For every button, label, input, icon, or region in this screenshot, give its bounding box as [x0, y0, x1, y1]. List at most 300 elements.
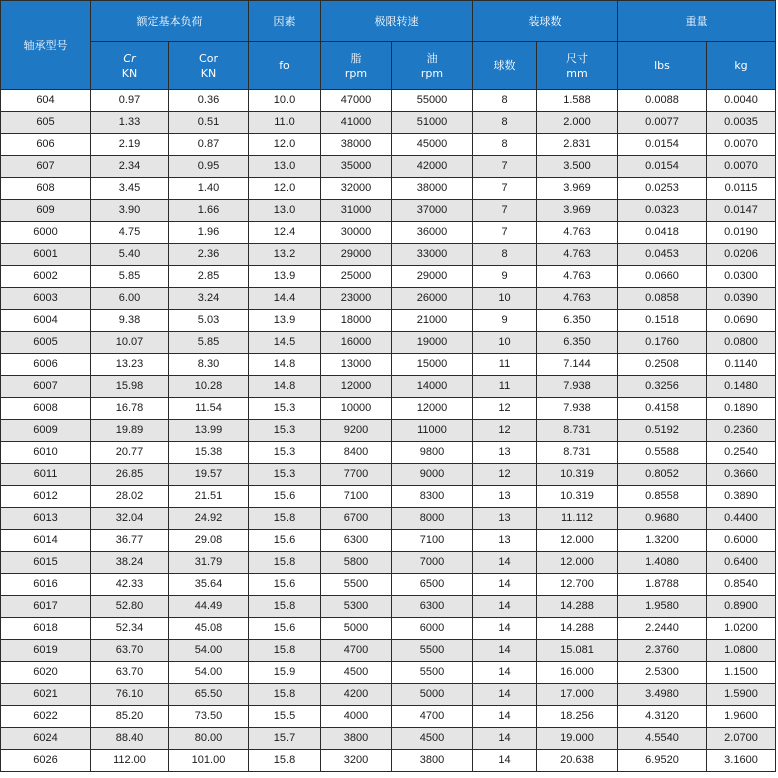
header-oil — [392, 42, 473, 90]
table-row — [1, 266, 776, 288]
cell-cor: 0.95 — [169, 156, 249, 178]
cell-model: 605 — [1, 112, 91, 134]
cell-weight-kg: 0.8900 — [707, 596, 776, 618]
cell-cr: 63.70 — [91, 662, 169, 684]
cell-fo: 15.8 — [249, 684, 321, 706]
cell-weight-kg: 0.1480 — [707, 376, 776, 398]
header-size-unit: mm — [566, 66, 588, 80]
header-lbs: lbs — [618, 42, 707, 90]
cell-ball-count: 14 — [473, 728, 537, 750]
cell-cr: 38.24 — [91, 552, 169, 574]
table-row — [1, 420, 776, 442]
cell-cr: 16.78 — [91, 398, 169, 420]
cell-grease-rpm: 29000 — [321, 244, 392, 266]
cell-grease-rpm: 32000 — [321, 178, 392, 200]
cell-cor: 35.64 — [169, 574, 249, 596]
cell-model: 6002 — [1, 266, 91, 288]
cell-ball-size: 7.938 — [537, 398, 618, 420]
cell-cr: 85.20 — [91, 706, 169, 728]
cell-weight-lbs: 1.3200 — [618, 530, 707, 552]
cell-ball-size: 4.763 — [537, 222, 618, 244]
cell-weight-kg: 1.5900 — [707, 684, 776, 706]
cell-ball-count: 12 — [473, 398, 537, 420]
cell-oil-rpm: 38000 — [392, 178, 473, 200]
cell-ball-size: 6.350 — [537, 332, 618, 354]
cell-oil-rpm: 8300 — [392, 486, 473, 508]
cell-fo: 15.8 — [249, 596, 321, 618]
cell-grease-rpm: 8400 — [321, 442, 392, 464]
cell-model: 607 — [1, 156, 91, 178]
cell-model: 6011 — [1, 464, 91, 486]
cell-grease-rpm: 4000 — [321, 706, 392, 728]
cell-weight-lbs: 0.0660 — [618, 266, 707, 288]
cell-ball-count: 14 — [473, 640, 537, 662]
cell-weight-kg: 0.0070 — [707, 134, 776, 156]
cell-grease-rpm: 23000 — [321, 288, 392, 310]
cell-weight-lbs: 0.5192 — [618, 420, 707, 442]
cell-ball-count: 8 — [473, 134, 537, 156]
cell-cr: 88.40 — [91, 728, 169, 750]
cell-oil-rpm: 4500 — [392, 728, 473, 750]
cell-weight-lbs: 0.8558 — [618, 486, 707, 508]
header-weight: 重量 — [618, 1, 776, 42]
cell-weight-kg: 0.2540 — [707, 442, 776, 464]
cell-cr: 76.10 — [91, 684, 169, 706]
cell-weight-kg: 0.0206 — [707, 244, 776, 266]
cell-ball-size: 10.319 — [537, 486, 618, 508]
cell-weight-lbs: 2.5300 — [618, 662, 707, 684]
cell-cr: 52.34 — [91, 618, 169, 640]
cell-fo: 12.0 — [249, 178, 321, 200]
cell-cor: 101.00 — [169, 750, 249, 772]
table-row — [1, 442, 776, 464]
table-row — [1, 354, 776, 376]
cell-cor: 45.08 — [169, 618, 249, 640]
cell-model: 6024 — [1, 728, 91, 750]
cell-oil-rpm: 37000 — [392, 200, 473, 222]
cell-cor: 5.85 — [169, 332, 249, 354]
cell-oil-rpm: 6000 — [392, 618, 473, 640]
cell-ball-size: 12.000 — [537, 530, 618, 552]
cell-ball-size: 14.288 — [537, 596, 618, 618]
cell-ball-count: 13 — [473, 486, 537, 508]
cell-ball-count: 14 — [473, 552, 537, 574]
cell-ball-count: 13 — [473, 530, 537, 552]
cell-fo: 15.8 — [249, 640, 321, 662]
table-row — [1, 486, 776, 508]
cell-cor: 5.03 — [169, 310, 249, 332]
cell-ball-size: 7.938 — [537, 376, 618, 398]
cell-cor: 13.99 — [169, 420, 249, 442]
cell-weight-lbs: 0.2508 — [618, 354, 707, 376]
cell-cor: 44.49 — [169, 596, 249, 618]
header-cor-label: Cor — [199, 51, 218, 65]
cell-cr: 6.00 — [91, 288, 169, 310]
cell-cor: 0.36 — [169, 90, 249, 112]
cell-cor: 11.54 — [169, 398, 249, 420]
cell-model: 6026 — [1, 750, 91, 772]
header-grease — [321, 42, 392, 90]
cell-weight-kg: 0.8540 — [707, 574, 776, 596]
cell-grease-rpm: 5300 — [321, 596, 392, 618]
cell-ball-size: 15.081 — [537, 640, 618, 662]
cell-weight-kg: 1.9600 — [707, 706, 776, 728]
cell-cor: 80.00 — [169, 728, 249, 750]
cell-weight-lbs: 4.5540 — [618, 728, 707, 750]
cell-model: 6022 — [1, 706, 91, 728]
table-row — [1, 464, 776, 486]
cell-weight-kg: 1.0200 — [707, 618, 776, 640]
header-oil-unit: rpm — [420, 66, 444, 80]
cell-ball-count: 10 — [473, 288, 537, 310]
cell-fo: 15.5 — [249, 706, 321, 728]
cell-weight-kg: 0.0070 — [707, 156, 776, 178]
cell-grease-rpm: 5500 — [321, 574, 392, 596]
table-row — [1, 310, 776, 332]
cell-fo: 15.7 — [249, 728, 321, 750]
cell-model: 6006 — [1, 354, 91, 376]
cell-ball-size: 4.763 — [537, 244, 618, 266]
cell-cr: 9.38 — [91, 310, 169, 332]
cell-weight-lbs: 0.0154 — [618, 134, 707, 156]
cell-oil-rpm: 36000 — [392, 222, 473, 244]
cell-oil-rpm: 42000 — [392, 156, 473, 178]
cell-model: 6016 — [1, 574, 91, 596]
table-row — [1, 398, 776, 420]
cell-ball-count: 8 — [473, 112, 537, 134]
cell-ball-count: 7 — [473, 178, 537, 200]
cell-ball-count: 13 — [473, 442, 537, 464]
cell-weight-kg: 0.0190 — [707, 222, 776, 244]
table-body — [1, 90, 776, 772]
cell-cor: 54.00 — [169, 640, 249, 662]
cell-grease-rpm: 6300 — [321, 530, 392, 552]
cell-ball-count: 11 — [473, 354, 537, 376]
cell-cor: 1.66 — [169, 200, 249, 222]
cell-model: 6018 — [1, 618, 91, 640]
cell-grease-rpm: 16000 — [321, 332, 392, 354]
cell-oil-rpm: 5500 — [392, 640, 473, 662]
cell-fo: 14.8 — [249, 376, 321, 398]
cell-cor: 31.79 — [169, 552, 249, 574]
header-model: 轴承型号 — [1, 1, 91, 90]
cell-ball-size: 1.588 — [537, 90, 618, 112]
cell-model: 604 — [1, 90, 91, 112]
cell-cr: 5.40 — [91, 244, 169, 266]
cell-fo: 15.8 — [249, 552, 321, 574]
table-row — [1, 552, 776, 574]
cell-cr: 2.34 — [91, 156, 169, 178]
header-speed-limit: 极限转速 — [321, 1, 473, 42]
cell-grease-rpm: 35000 — [321, 156, 392, 178]
cell-cor: 15.38 — [169, 442, 249, 464]
table-row — [1, 134, 776, 156]
cell-cor: 0.87 — [169, 134, 249, 156]
header-balls: 装球数 — [473, 1, 618, 42]
cell-cor: 0.51 — [169, 112, 249, 134]
cell-ball-size: 6.350 — [537, 310, 618, 332]
cell-grease-rpm: 7100 — [321, 486, 392, 508]
cell-weight-kg: 0.0300 — [707, 266, 776, 288]
cell-grease-rpm: 41000 — [321, 112, 392, 134]
cell-weight-lbs: 0.5588 — [618, 442, 707, 464]
cell-cor: 24.92 — [169, 508, 249, 530]
table-row — [1, 288, 776, 310]
cell-fo: 15.6 — [249, 530, 321, 552]
cell-fo: 13.9 — [249, 310, 321, 332]
cell-weight-lbs: 1.4080 — [618, 552, 707, 574]
cell-ball-count: 14 — [473, 618, 537, 640]
cell-oil-rpm: 4700 — [392, 706, 473, 728]
cell-oil-rpm: 14000 — [392, 376, 473, 398]
table-row — [1, 662, 776, 684]
cell-weight-lbs: 0.3256 — [618, 376, 707, 398]
cell-weight-lbs: 0.4158 — [618, 398, 707, 420]
cell-weight-lbs: 0.0453 — [618, 244, 707, 266]
cell-model: 606 — [1, 134, 91, 156]
table-header — [1, 1, 776, 90]
cell-ball-size: 11.112 — [537, 508, 618, 530]
cell-cr: 63.70 — [91, 640, 169, 662]
cell-weight-lbs: 0.0088 — [618, 90, 707, 112]
cell-model: 6017 — [1, 596, 91, 618]
cell-model: 6003 — [1, 288, 91, 310]
cell-ball-size: 16.000 — [537, 662, 618, 684]
cell-weight-lbs: 4.3120 — [618, 706, 707, 728]
table-row — [1, 640, 776, 662]
header-factor: 因素 — [249, 1, 321, 42]
header-fo: fo — [249, 42, 321, 90]
cell-weight-kg: 3.1600 — [707, 750, 776, 772]
cell-fo: 15.6 — [249, 618, 321, 640]
cell-cr: 4.75 — [91, 222, 169, 244]
cell-ball-size: 7.144 — [537, 354, 618, 376]
cell-fo: 15.6 — [249, 574, 321, 596]
cell-cr: 3.90 — [91, 200, 169, 222]
cell-fo: 15.9 — [249, 662, 321, 684]
header-kg: kg — [707, 42, 776, 90]
cell-grease-rpm: 5800 — [321, 552, 392, 574]
cell-ball-count: 13 — [473, 508, 537, 530]
table-row — [1, 508, 776, 530]
cell-oil-rpm: 7000 — [392, 552, 473, 574]
cell-ball-size: 4.763 — [537, 266, 618, 288]
cell-cr: 15.98 — [91, 376, 169, 398]
cell-weight-kg: 0.3660 — [707, 464, 776, 486]
cell-grease-rpm: 4700 — [321, 640, 392, 662]
cell-weight-kg: 0.0115 — [707, 178, 776, 200]
cell-ball-size: 3.500 — [537, 156, 618, 178]
cell-cor: 19.57 — [169, 464, 249, 486]
header-grease-label: 脂 — [350, 51, 362, 65]
cell-grease-rpm: 47000 — [321, 90, 392, 112]
cell-weight-kg: 2.0700 — [707, 728, 776, 750]
cell-cr: 20.77 — [91, 442, 169, 464]
cell-weight-kg: 0.0800 — [707, 332, 776, 354]
cell-oil-rpm: 26000 — [392, 288, 473, 310]
cell-oil-rpm: 33000 — [392, 244, 473, 266]
cell-fo: 14.8 — [249, 354, 321, 376]
cell-ball-count: 9 — [473, 266, 537, 288]
header-oil-label: 油 — [426, 51, 438, 65]
cell-ball-count: 8 — [473, 244, 537, 266]
cell-model: 6007 — [1, 376, 91, 398]
cell-cor: 8.30 — [169, 354, 249, 376]
cell-model: 6012 — [1, 486, 91, 508]
cell-oil-rpm: 7100 — [392, 530, 473, 552]
cell-ball-size: 8.731 — [537, 420, 618, 442]
cell-fo: 13.0 — [249, 200, 321, 222]
table-row — [1, 156, 776, 178]
cell-oil-rpm: 5500 — [392, 662, 473, 684]
cell-ball-count: 12 — [473, 420, 537, 442]
cell-fo: 15.3 — [249, 464, 321, 486]
cell-fo: 15.6 — [249, 486, 321, 508]
cell-ball-size: 19.000 — [537, 728, 618, 750]
header-cr-unit: KN — [121, 66, 138, 80]
cell-cor: 10.28 — [169, 376, 249, 398]
table-row — [1, 530, 776, 552]
cell-ball-size: 3.969 — [537, 178, 618, 200]
cell-cr: 26.85 — [91, 464, 169, 486]
cell-model: 6004 — [1, 310, 91, 332]
cell-ball-count: 7 — [473, 222, 537, 244]
cell-weight-lbs: 0.0154 — [618, 156, 707, 178]
cell-fo: 13.0 — [249, 156, 321, 178]
cell-weight-kg: 0.6400 — [707, 552, 776, 574]
cell-ball-count: 14 — [473, 750, 537, 772]
cell-cr: 3.45 — [91, 178, 169, 200]
cell-weight-lbs: 0.0418 — [618, 222, 707, 244]
header-row-top — [1, 1, 776, 42]
cell-cor: 3.24 — [169, 288, 249, 310]
cell-weight-lbs: 0.1760 — [618, 332, 707, 354]
cell-oil-rpm: 9000 — [392, 464, 473, 486]
table-row — [1, 376, 776, 398]
cell-grease-rpm: 30000 — [321, 222, 392, 244]
table-row — [1, 706, 776, 728]
cell-fo: 15.8 — [249, 508, 321, 530]
cell-model: 6010 — [1, 442, 91, 464]
header-grease-unit: rpm — [344, 66, 368, 80]
cell-grease-rpm: 3200 — [321, 750, 392, 772]
cell-weight-lbs: 0.0077 — [618, 112, 707, 134]
cell-ball-count: 14 — [473, 684, 537, 706]
table-row — [1, 596, 776, 618]
cell-model: 6008 — [1, 398, 91, 420]
cell-weight-kg: 0.0390 — [707, 288, 776, 310]
cell-cr: 42.33 — [91, 574, 169, 596]
cell-grease-rpm: 12000 — [321, 376, 392, 398]
header-ball-count: 球数 — [473, 42, 537, 90]
cell-ball-count: 9 — [473, 310, 537, 332]
table-row — [1, 112, 776, 134]
cell-weight-kg: 1.0800 — [707, 640, 776, 662]
cell-weight-kg: 1.1500 — [707, 662, 776, 684]
cell-model: 6020 — [1, 662, 91, 684]
cell-oil-rpm: 51000 — [392, 112, 473, 134]
cell-oil-rpm: 21000 — [392, 310, 473, 332]
cell-weight-lbs: 1.9580 — [618, 596, 707, 618]
cell-ball-count: 7 — [473, 156, 537, 178]
header-size — [537, 42, 618, 90]
cell-model: 6015 — [1, 552, 91, 574]
cell-weight-lbs: 6.9520 — [618, 750, 707, 772]
cell-ball-count: 12 — [473, 464, 537, 486]
cell-cor: 73.50 — [169, 706, 249, 728]
cell-model: 6021 — [1, 684, 91, 706]
cell-cor: 29.08 — [169, 530, 249, 552]
cell-cor: 2.36 — [169, 244, 249, 266]
cell-ball-size: 18.256 — [537, 706, 618, 728]
header-cor-unit: KN — [200, 66, 217, 80]
cell-grease-rpm: 5000 — [321, 618, 392, 640]
header-cr-label: Cr — [123, 51, 136, 65]
cell-grease-rpm: 6700 — [321, 508, 392, 530]
cell-weight-kg: 0.6000 — [707, 530, 776, 552]
cell-cor: 65.50 — [169, 684, 249, 706]
cell-cor: 1.96 — [169, 222, 249, 244]
cell-model: 6019 — [1, 640, 91, 662]
cell-weight-lbs: 1.8788 — [618, 574, 707, 596]
cell-oil-rpm: 6300 — [392, 596, 473, 618]
table-row — [1, 90, 776, 112]
cell-cr: 2.19 — [91, 134, 169, 156]
cell-weight-lbs: 0.8052 — [618, 464, 707, 486]
cell-grease-rpm: 25000 — [321, 266, 392, 288]
cell-model: 6001 — [1, 244, 91, 266]
header-cr — [91, 42, 169, 90]
cell-cr: 19.89 — [91, 420, 169, 442]
cell-model: 6014 — [1, 530, 91, 552]
cell-weight-lbs: 2.2440 — [618, 618, 707, 640]
cell-weight-lbs: 2.3760 — [618, 640, 707, 662]
cell-weight-kg: 0.0690 — [707, 310, 776, 332]
cell-ball-size: 20.638 — [537, 750, 618, 772]
cell-weight-lbs: 0.0253 — [618, 178, 707, 200]
cell-weight-lbs: 0.0323 — [618, 200, 707, 222]
header-rated-load: 额定基本负荷 — [91, 1, 249, 42]
cell-fo: 14.5 — [249, 332, 321, 354]
cell-grease-rpm: 4200 — [321, 684, 392, 706]
cell-oil-rpm: 19000 — [392, 332, 473, 354]
table-row — [1, 728, 776, 750]
cell-oil-rpm: 55000 — [392, 90, 473, 112]
table-row — [1, 750, 776, 772]
cell-cor: 2.85 — [169, 266, 249, 288]
cell-weight-kg: 0.0147 — [707, 200, 776, 222]
table-row — [1, 178, 776, 200]
table-row — [1, 574, 776, 596]
cell-oil-rpm: 6500 — [392, 574, 473, 596]
cell-fo: 15.3 — [249, 420, 321, 442]
cell-ball-count: 14 — [473, 662, 537, 684]
header-row-sub — [1, 42, 776, 90]
cell-ball-size: 2.831 — [537, 134, 618, 156]
cell-fo: 14.4 — [249, 288, 321, 310]
cell-cor: 54.00 — [169, 662, 249, 684]
cell-weight-lbs: 0.1518 — [618, 310, 707, 332]
cell-oil-rpm: 12000 — [392, 398, 473, 420]
cell-ball-size: 12.700 — [537, 574, 618, 596]
cell-model: 609 — [1, 200, 91, 222]
cell-ball-count: 11 — [473, 376, 537, 398]
cell-cor: 1.40 — [169, 178, 249, 200]
cell-oil-rpm: 5000 — [392, 684, 473, 706]
cell-cr: 36.77 — [91, 530, 169, 552]
cell-cr: 52.80 — [91, 596, 169, 618]
table-row — [1, 222, 776, 244]
